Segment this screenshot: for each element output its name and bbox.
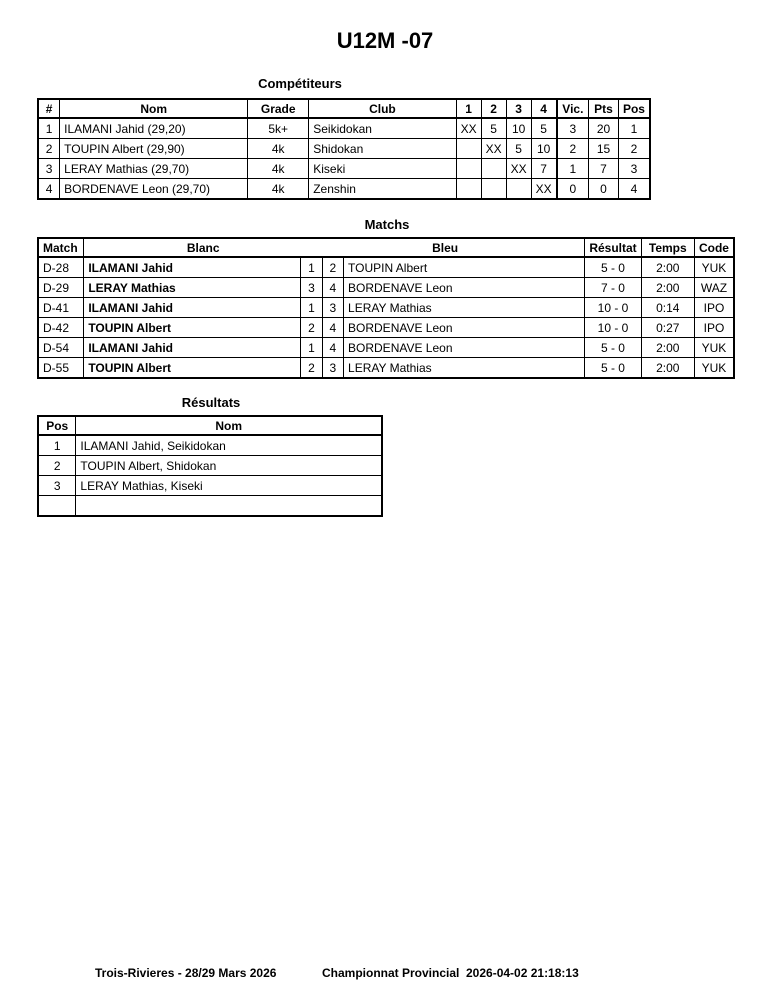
match-result: 7 - 0 xyxy=(585,278,641,298)
points: 20 xyxy=(589,118,619,139)
competitor-club: Zenshin xyxy=(309,179,456,200)
score-vs-1 xyxy=(456,139,481,159)
matches-table xyxy=(37,237,735,379)
competitor-grade: 5k+ xyxy=(248,118,309,139)
table-row xyxy=(38,496,382,517)
blue-fighter: LERAY Mathias xyxy=(344,358,585,379)
result-position: 1 xyxy=(38,435,76,456)
col-header-match: Match xyxy=(38,238,84,257)
table-row xyxy=(38,118,650,139)
result-name: TOUPIN Albert, Shidokan xyxy=(76,456,382,476)
col-header-nom: Nom xyxy=(76,416,382,435)
match-result: 10 - 0 xyxy=(585,298,641,318)
result-position: 2 xyxy=(38,456,76,476)
white-number: 2 xyxy=(301,318,322,338)
score-vs-3: 10 xyxy=(506,118,531,139)
page-title: U12M -07 xyxy=(336,28,434,53)
score-vs-2 xyxy=(481,159,506,179)
blue-fighter: LERAY Mathias xyxy=(344,298,585,318)
match-code: YUK xyxy=(694,338,734,358)
match-time: 2:00 xyxy=(641,338,694,358)
table-row xyxy=(38,159,650,179)
table-row xyxy=(38,358,734,379)
match-result: 10 - 0 xyxy=(585,318,641,338)
match-id: D-41 xyxy=(38,298,84,318)
match-id: D-54 xyxy=(38,338,84,358)
results-section-title: Résultats xyxy=(181,395,241,410)
competitor-number: 1 xyxy=(38,118,60,139)
competitors-header-row xyxy=(38,99,650,118)
score-vs-1: XX xyxy=(456,118,481,139)
col-header-code: Code xyxy=(694,238,734,257)
competitor-name: TOUPIN Albert (29,90) xyxy=(60,139,248,159)
score-vs-4: 10 xyxy=(531,139,557,159)
match-time: 0:27 xyxy=(641,318,694,338)
table-row xyxy=(38,298,734,318)
col-header-pts: Pts xyxy=(589,99,619,118)
competitor-name: LERAY Mathias (29,70) xyxy=(60,159,248,179)
col-header-grade: Grade xyxy=(248,99,309,118)
results-header-row xyxy=(38,416,382,435)
col-header-1: 1 xyxy=(456,99,481,118)
score-vs-2: 5 xyxy=(481,118,506,139)
competitor-number: 2 xyxy=(38,139,60,159)
result-name: LERAY Mathias, Kiseki xyxy=(76,476,382,496)
points: 7 xyxy=(589,159,619,179)
col-header-resultat: Résultat xyxy=(585,238,641,257)
col-header-nom: Nom xyxy=(60,99,248,118)
score-vs-3: XX xyxy=(506,159,531,179)
white-fighter: TOUPIN Albert xyxy=(84,358,301,379)
col-header-number: # xyxy=(38,99,60,118)
competitor-number: 3 xyxy=(38,159,60,179)
white-number: 1 xyxy=(301,257,322,278)
col-header-vic: Vic. xyxy=(557,99,589,118)
match-id: D-29 xyxy=(38,278,84,298)
competitor-grade: 4k xyxy=(248,179,309,200)
competitor-club: Seikidokan xyxy=(309,118,456,139)
result-position xyxy=(38,496,76,517)
col-header-pos: Pos xyxy=(618,99,650,118)
points: 0 xyxy=(589,179,619,200)
white-fighter: LERAY Mathias xyxy=(84,278,301,298)
blue-number: 3 xyxy=(322,298,343,318)
blue-fighter: TOUPIN Albert xyxy=(344,257,585,278)
white-fighter: ILAMANI Jahid xyxy=(84,298,301,318)
white-number: 3 xyxy=(301,278,322,298)
score-vs-4: 5 xyxy=(531,118,557,139)
matches-section-title: Matchs xyxy=(364,217,410,232)
col-header-2: 2 xyxy=(481,99,506,118)
points: 15 xyxy=(589,139,619,159)
victories: 1 xyxy=(557,159,589,179)
result-name xyxy=(76,496,382,517)
col-header-bleu: Bleu xyxy=(322,238,585,257)
white-number: 1 xyxy=(301,298,322,318)
competitor-club: Kiseki xyxy=(309,159,456,179)
match-code: YUK xyxy=(694,257,734,278)
footer-timestamp: 2026-04-02 21:18:13 xyxy=(466,966,579,980)
score-vs-3: 5 xyxy=(506,139,531,159)
position: 4 xyxy=(618,179,650,200)
position: 3 xyxy=(618,159,650,179)
competitor-name: BORDENAVE Leon (29,70) xyxy=(60,179,248,200)
match-id: D-55 xyxy=(38,358,84,379)
col-header-blanc: Blanc xyxy=(84,238,322,257)
table-row xyxy=(38,456,382,476)
blue-fighter: BORDENAVE Leon xyxy=(344,338,585,358)
table-row xyxy=(38,257,734,278)
table-row xyxy=(38,476,382,496)
table-row xyxy=(38,139,650,159)
footer-location: Trois-Rivieres - 28/29 Mars 2026 xyxy=(95,966,277,980)
score-vs-2: XX xyxy=(481,139,506,159)
blue-number: 3 xyxy=(322,358,343,379)
competitor-grade: 4k xyxy=(248,159,309,179)
table-row xyxy=(38,179,650,200)
table-row xyxy=(38,338,734,358)
blue-number: 2 xyxy=(322,257,343,278)
score-vs-4: XX xyxy=(531,179,557,200)
col-header-3: 3 xyxy=(506,99,531,118)
match-code: WAZ xyxy=(694,278,734,298)
score-vs-2 xyxy=(481,179,506,200)
results-table xyxy=(37,415,383,517)
position: 2 xyxy=(618,139,650,159)
blue-fighter: BORDENAVE Leon xyxy=(344,278,585,298)
score-vs-1 xyxy=(456,179,481,200)
competitor-grade: 4k xyxy=(248,139,309,159)
footer-event: Championnat Provincial xyxy=(322,966,460,980)
competitor-number: 4 xyxy=(38,179,60,200)
white-fighter: TOUPIN Albert xyxy=(84,318,301,338)
victories: 0 xyxy=(557,179,589,200)
match-time: 2:00 xyxy=(641,278,694,298)
blue-number: 4 xyxy=(322,278,343,298)
blue-number: 4 xyxy=(322,318,343,338)
table-row xyxy=(38,318,734,338)
blue-number: 4 xyxy=(322,338,343,358)
matches-header-row xyxy=(38,238,734,257)
match-id: D-42 xyxy=(38,318,84,338)
col-header-temps: Temps xyxy=(641,238,694,257)
table-row xyxy=(38,278,734,298)
match-code: IPO xyxy=(694,298,734,318)
match-time: 0:14 xyxy=(641,298,694,318)
score-vs-1 xyxy=(456,159,481,179)
match-result: 5 - 0 xyxy=(585,358,641,379)
match-code: YUK xyxy=(694,358,734,379)
match-time: 2:00 xyxy=(641,358,694,379)
victories: 2 xyxy=(557,139,589,159)
white-fighter: ILAMANI Jahid xyxy=(84,257,301,278)
table-row xyxy=(38,435,382,456)
match-result: 5 - 0 xyxy=(585,257,641,278)
match-result: 5 - 0 xyxy=(585,338,641,358)
col-header-4: 4 xyxy=(531,99,557,118)
white-fighter: ILAMANI Jahid xyxy=(84,338,301,358)
result-position: 3 xyxy=(38,476,76,496)
match-id: D-28 xyxy=(38,257,84,278)
competitors-section-title: Compétiteurs xyxy=(258,76,342,91)
result-name: ILAMANI Jahid, Seikidokan xyxy=(76,435,382,456)
match-time: 2:00 xyxy=(641,257,694,278)
match-code: IPO xyxy=(694,318,734,338)
blue-fighter: BORDENAVE Leon xyxy=(344,318,585,338)
position: 1 xyxy=(618,118,650,139)
score-vs-4: 7 xyxy=(531,159,557,179)
victories: 3 xyxy=(557,118,589,139)
competitors-table xyxy=(37,98,651,200)
competitor-name: ILAMANI Jahid (29,20) xyxy=(60,118,248,139)
white-number: 1 xyxy=(301,338,322,358)
white-number: 2 xyxy=(301,358,322,379)
col-header-pos: Pos xyxy=(38,416,76,435)
score-vs-3 xyxy=(506,179,531,200)
competitor-club: Shidokan xyxy=(309,139,456,159)
col-header-club: Club xyxy=(309,99,456,118)
